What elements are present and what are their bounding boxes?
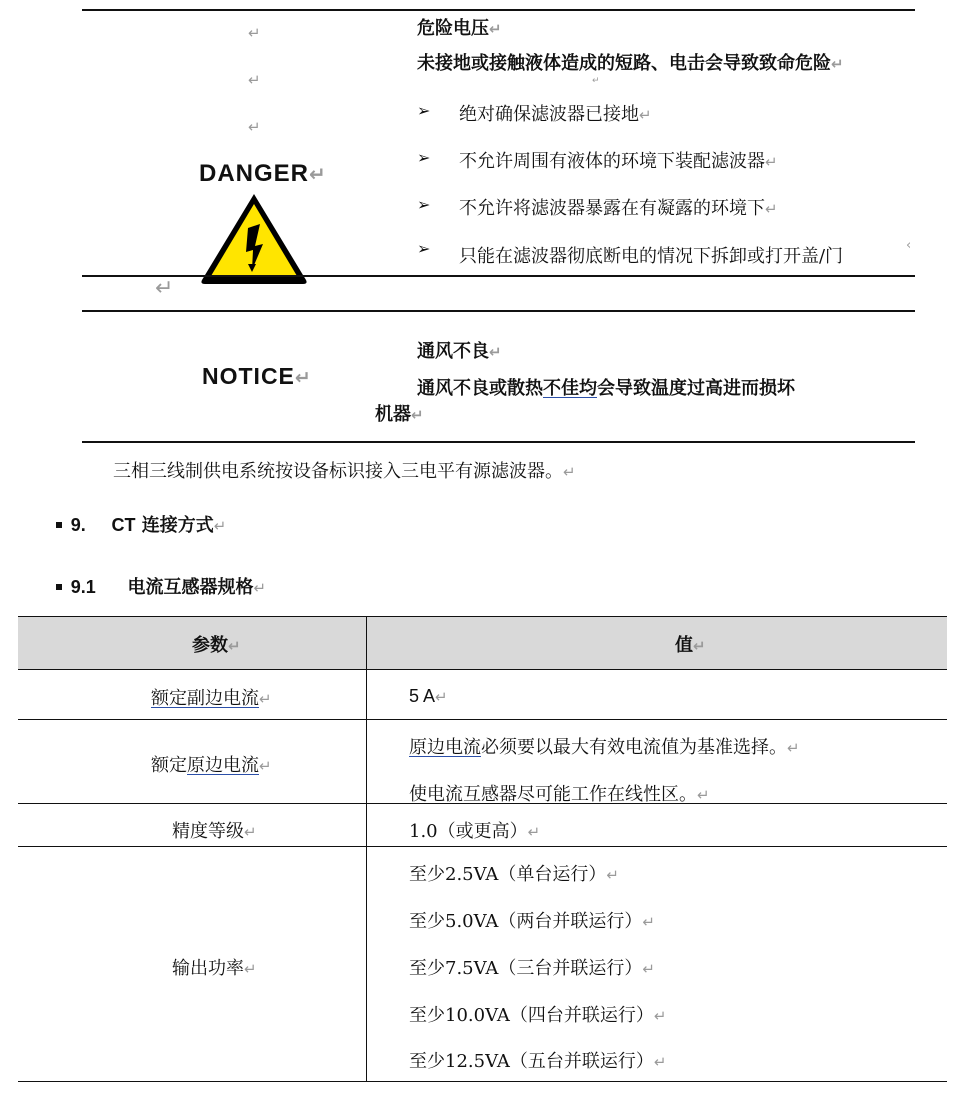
high-voltage-warning-icon — [196, 188, 312, 288]
table-cell-value: 1.0（或更高）↵ — [409, 821, 541, 842]
notice-text-line2: 机器↵ — [375, 404, 424, 425]
table-rule — [18, 669, 947, 670]
danger-top-rule — [82, 9, 915, 11]
danger-label: DANGER↵ — [199, 160, 327, 187]
table-cell-param: 额定原边电流↵ — [151, 755, 272, 776]
table-cell-param: 精度等级↵ — [172, 821, 257, 842]
table-cell-param: 输出功率↵ — [172, 958, 257, 979]
paragraph-mark: ↵ — [248, 24, 261, 42]
danger-subtitle: 未接地或接触液体造成的短路、电击会导致致命危险↵ — [417, 53, 844, 74]
paragraph-mark: ↵ — [155, 276, 174, 301]
table-rule — [18, 1081, 947, 1082]
notice-top-rule — [82, 310, 915, 312]
bullet-arrow-icon: ➢ — [417, 239, 431, 258]
bullet-arrow-icon: ➢ — [417, 195, 431, 214]
table-cell-value: 至少12.5VA（五台并联运行）↵ — [409, 1051, 667, 1072]
paragraph-mark: ↵ — [248, 118, 261, 136]
section-heading-9-1: 9.1 电流互感器规格↵ — [56, 573, 266, 599]
table-cell-value: 至少2.5VA（单台运行）↵ — [409, 864, 619, 885]
danger-title: 危险电压↵ — [417, 18, 502, 39]
paragraph-mark: ‹ — [906, 238, 912, 253]
table-cell-value: 至少7.5VA（三台并联运行）↵ — [409, 958, 655, 979]
paragraph-mark: ↵ — [592, 76, 600, 86]
table-header-row — [18, 616, 947, 669]
table-rule — [18, 719, 947, 720]
notice-text: 通风不良或散热不佳均会导致温度过高进而损坏 — [417, 378, 795, 399]
paragraph-mark: ↵ — [248, 71, 261, 89]
notice-label: NOTICE↵ — [202, 363, 312, 389]
table-cell-value: 至少5.0VA（两台并联运行）↵ — [409, 911, 655, 932]
table-cell-value: 5 A↵ — [409, 686, 448, 706]
danger-bottom-rule — [82, 275, 915, 277]
danger-bullet: 不允许将滤波器暴露在有凝露的环境下↵ — [459, 198, 778, 219]
table-cell-param: 额定副边电流↵ — [151, 688, 272, 709]
body-paragraph: 三相三线制供电系统按设备标识接入三电平有源滤波器。↵ — [113, 461, 576, 482]
table-rule — [18, 616, 947, 617]
danger-bullet: 只能在滤波器彻底断电的情况下拆卸或打开盖/门 — [459, 246, 844, 267]
table-rule — [18, 846, 947, 847]
danger-bullet: 绝对确保滤波器已接地↵ — [459, 104, 652, 125]
notice-bottom-rule — [82, 441, 915, 443]
bullet-arrow-icon: ➢ — [417, 101, 431, 120]
table-header-param: 参数↵ — [192, 635, 241, 656]
table-header-value: 值↵ — [675, 635, 706, 656]
heading-bullet-icon — [56, 584, 62, 590]
bullet-arrow-icon: ➢ — [417, 148, 431, 167]
section-heading-9: 9. CT 连接方式↵ — [56, 511, 226, 537]
table-column-divider — [366, 616, 367, 1081]
table-cell-value: 原边电流必须要以最大有效电流值为基准选择。↵ — [409, 737, 800, 758]
danger-bullet: 不允许周围有液体的环境下装配滤波器↵ — [459, 151, 778, 172]
notice-title: 通风不良↵ — [417, 341, 502, 362]
table-cell-value: 使电流互感器尽可能工作在线性区。↵ — [409, 784, 710, 805]
table-cell-value: 至少10.0VA（四台并联运行）↵ — [409, 1005, 667, 1026]
heading-bullet-icon — [56, 522, 62, 528]
